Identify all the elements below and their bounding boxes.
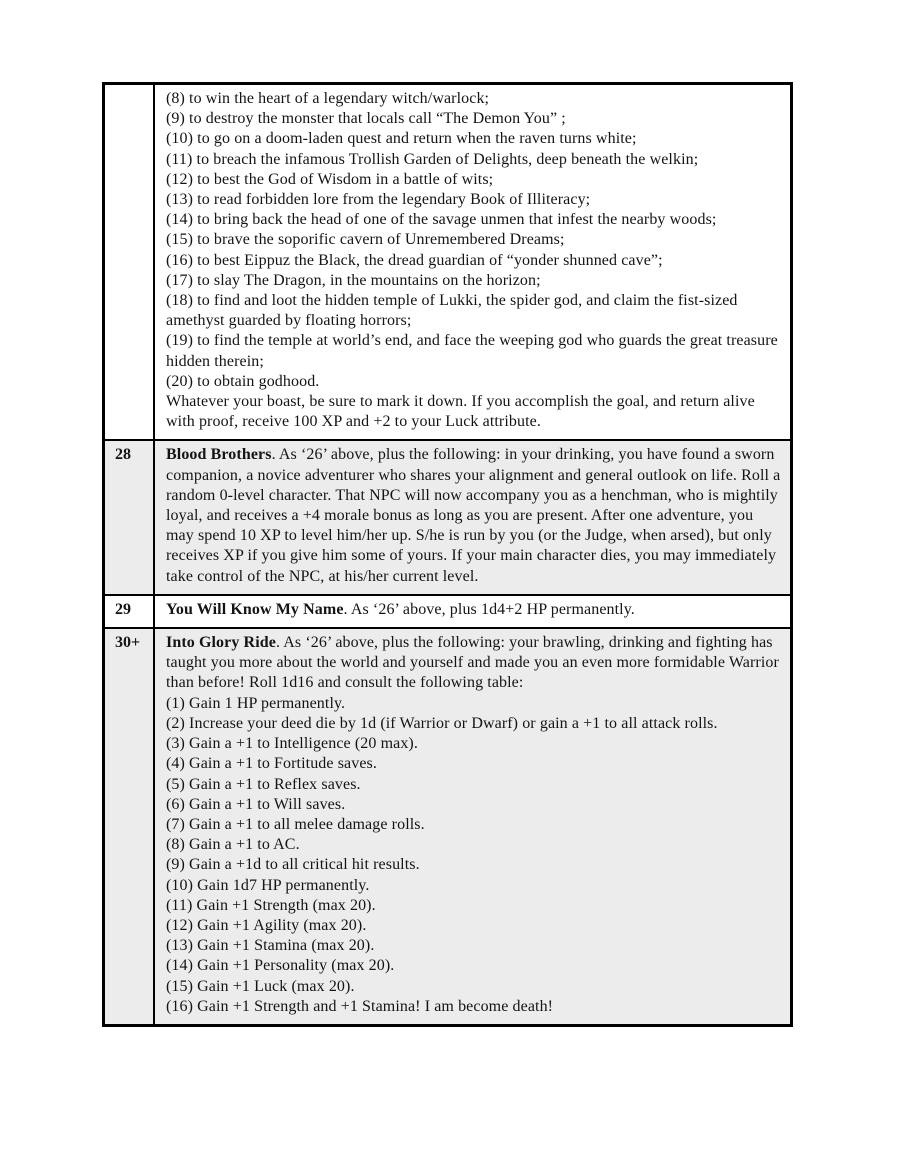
entry-text: (14) Gain +1 Personality (max 20). xyxy=(166,957,395,975)
entry-text: (2) Increase your deed die by 1d (if Warrior or Dwarf) or gain a +1 to all attack rolls. xyxy=(166,714,718,732)
description-block xyxy=(166,170,783,190)
description-block xyxy=(166,795,783,815)
description-block xyxy=(166,714,783,734)
description-block xyxy=(166,129,783,149)
entry-text: (20) to obtain godhood. xyxy=(166,372,320,390)
entry-text: (1) Gain 1 HP permanently. xyxy=(166,694,346,712)
description-block xyxy=(166,633,783,694)
table-row xyxy=(105,594,790,627)
description-block xyxy=(166,754,783,774)
description-block xyxy=(166,977,783,997)
table-row xyxy=(105,627,790,1024)
description-block xyxy=(166,815,783,835)
description-block xyxy=(166,190,783,210)
description-block xyxy=(166,445,783,586)
entry-text: (10) Gain 1d7 HP permanently. xyxy=(166,876,370,894)
roll-cell: 28 xyxy=(105,441,155,593)
entry-text: (9) Gain a +1d to all critical hit results. xyxy=(166,856,420,874)
description-block xyxy=(166,600,783,620)
entry-text: (8) Gain a +1 to AC. xyxy=(166,836,300,854)
description-block xyxy=(166,734,783,754)
description-block xyxy=(166,251,783,271)
entry-text: Whatever your boast, be sure to mark it down. If you accomplish the goal, and return alive with proof, receive 100 XP and +2 to your Luck attribute. xyxy=(166,393,755,431)
entry-text: . As ‘26’ above, plus 1d4+2 HP permanently. xyxy=(343,600,635,618)
description-block xyxy=(166,291,783,331)
description-cell xyxy=(155,629,790,1024)
entry-text: (11) Gain +1 Strength (max 20). xyxy=(166,896,376,914)
entry-text: (6) Gain a +1 to Will saves. xyxy=(166,795,346,813)
description-block xyxy=(166,331,783,371)
description-block xyxy=(166,956,783,976)
table-row xyxy=(105,439,790,593)
entry-text: (17) to slay The Dragon, in the mountains on the horizon; xyxy=(166,271,541,289)
description-block xyxy=(166,694,783,714)
entry-text: . As ‘26’ above, plus the following: in your drinking, you have found a sworn companion, a novice adventurer who shares your alignment and general outlook on life. Roll a random 0-level character. That NPC will now accompany you as a henchman, who is mightily loyal, and receives a +4 morale bonus as long as you are present. After one adventure, you may spend 10 XP to level him/her up. S/he is run by you (or the Judge, when arsed), but only receives XP if you give him some of yours. If your main character dies, you may immediately take control of the NPC, at his/her current level. xyxy=(166,446,781,585)
description-block xyxy=(166,210,783,230)
description-block xyxy=(166,372,783,392)
description-cell xyxy=(155,596,790,627)
description-block xyxy=(166,936,783,956)
carousing-results-table xyxy=(102,82,793,1027)
entry-text: (16) Gain +1 Strength and +1 Stamina! I am become death! xyxy=(166,997,554,1015)
entry-title: Into Glory Ride xyxy=(166,634,276,652)
description-block xyxy=(166,230,783,250)
table-row xyxy=(105,85,790,439)
roll-cell: 29 xyxy=(105,596,155,627)
description-block xyxy=(166,916,783,936)
entry-text: (18) to find and loot the hidden temple of Lukki, the spider god, and claim the fist-sized amethyst guarded by floating horrors; xyxy=(166,292,738,330)
entry-text: (15) Gain +1 Luck (max 20). xyxy=(166,977,355,995)
description-block xyxy=(166,855,783,875)
entry-text: (15) to brave the soporific cavern of Unremembered Dreams; xyxy=(166,231,565,249)
description-block xyxy=(166,997,783,1017)
description-block xyxy=(166,876,783,896)
entry-text: (7) Gain a +1 to all melee damage rolls. xyxy=(166,815,425,833)
description-block xyxy=(166,89,783,109)
entry-title: Blood Brothers xyxy=(166,446,272,464)
entry-text: (13) to read forbidden lore from the legendary Book of Illiteracy; xyxy=(166,191,591,209)
entry-text: (9) to destroy the monster that locals call “The Demon You” ; xyxy=(166,110,566,128)
roll-cell: 30+ xyxy=(105,629,155,1024)
entry-text: (12) Gain +1 Agility (max 20). xyxy=(166,916,367,934)
entry-text: (5) Gain a +1 to Reflex saves. xyxy=(166,775,361,793)
entry-text: (4) Gain a +1 to Fortitude saves. xyxy=(166,755,377,773)
description-block xyxy=(166,896,783,916)
entry-text: (11) to breach the infamous Trollish Garden of Delights, deep beneath the welkin; xyxy=(166,150,699,168)
entry-text: (10) to go on a doom-laden quest and return when the raven turns white; xyxy=(166,130,637,148)
description-cell xyxy=(155,85,790,439)
description-block xyxy=(166,271,783,291)
entry-text: (8) to win the heart of a legendary witch/warlock; xyxy=(166,90,490,107)
description-block xyxy=(166,775,783,795)
entry-text: (19) to find the temple at world’s end, and face the weeping god who guards the great treasure hidden therein; xyxy=(166,332,778,370)
entry-text: (16) to best Eippuz the Black, the dread guardian of “yonder shunned cave”; xyxy=(166,251,663,269)
entry-text: (14) to bring back the head of one of the savage unmen that infest the nearby woods; xyxy=(166,211,717,229)
description-block xyxy=(166,392,783,432)
entry-text: (13) Gain +1 Stamina (max 20). xyxy=(166,937,375,955)
description-block xyxy=(166,109,783,129)
roll-cell xyxy=(105,85,155,439)
entry-title: You Will Know My Name xyxy=(166,600,344,618)
description-cell xyxy=(155,441,790,593)
entry-text: (12) to best the God of Wisdom in a battle of wits; xyxy=(166,170,494,188)
description-block xyxy=(166,150,783,170)
entry-text: (3) Gain a +1 to Intelligence (20 max). xyxy=(166,735,418,753)
entry-text: . As ‘26’ above, plus the following: your brawling, drinking and fighting has taught you more about the world and yourself and made you an even more formidable Warrior than before! Roll 1d16 and consult the following table: xyxy=(166,634,779,692)
description-block xyxy=(166,835,783,855)
